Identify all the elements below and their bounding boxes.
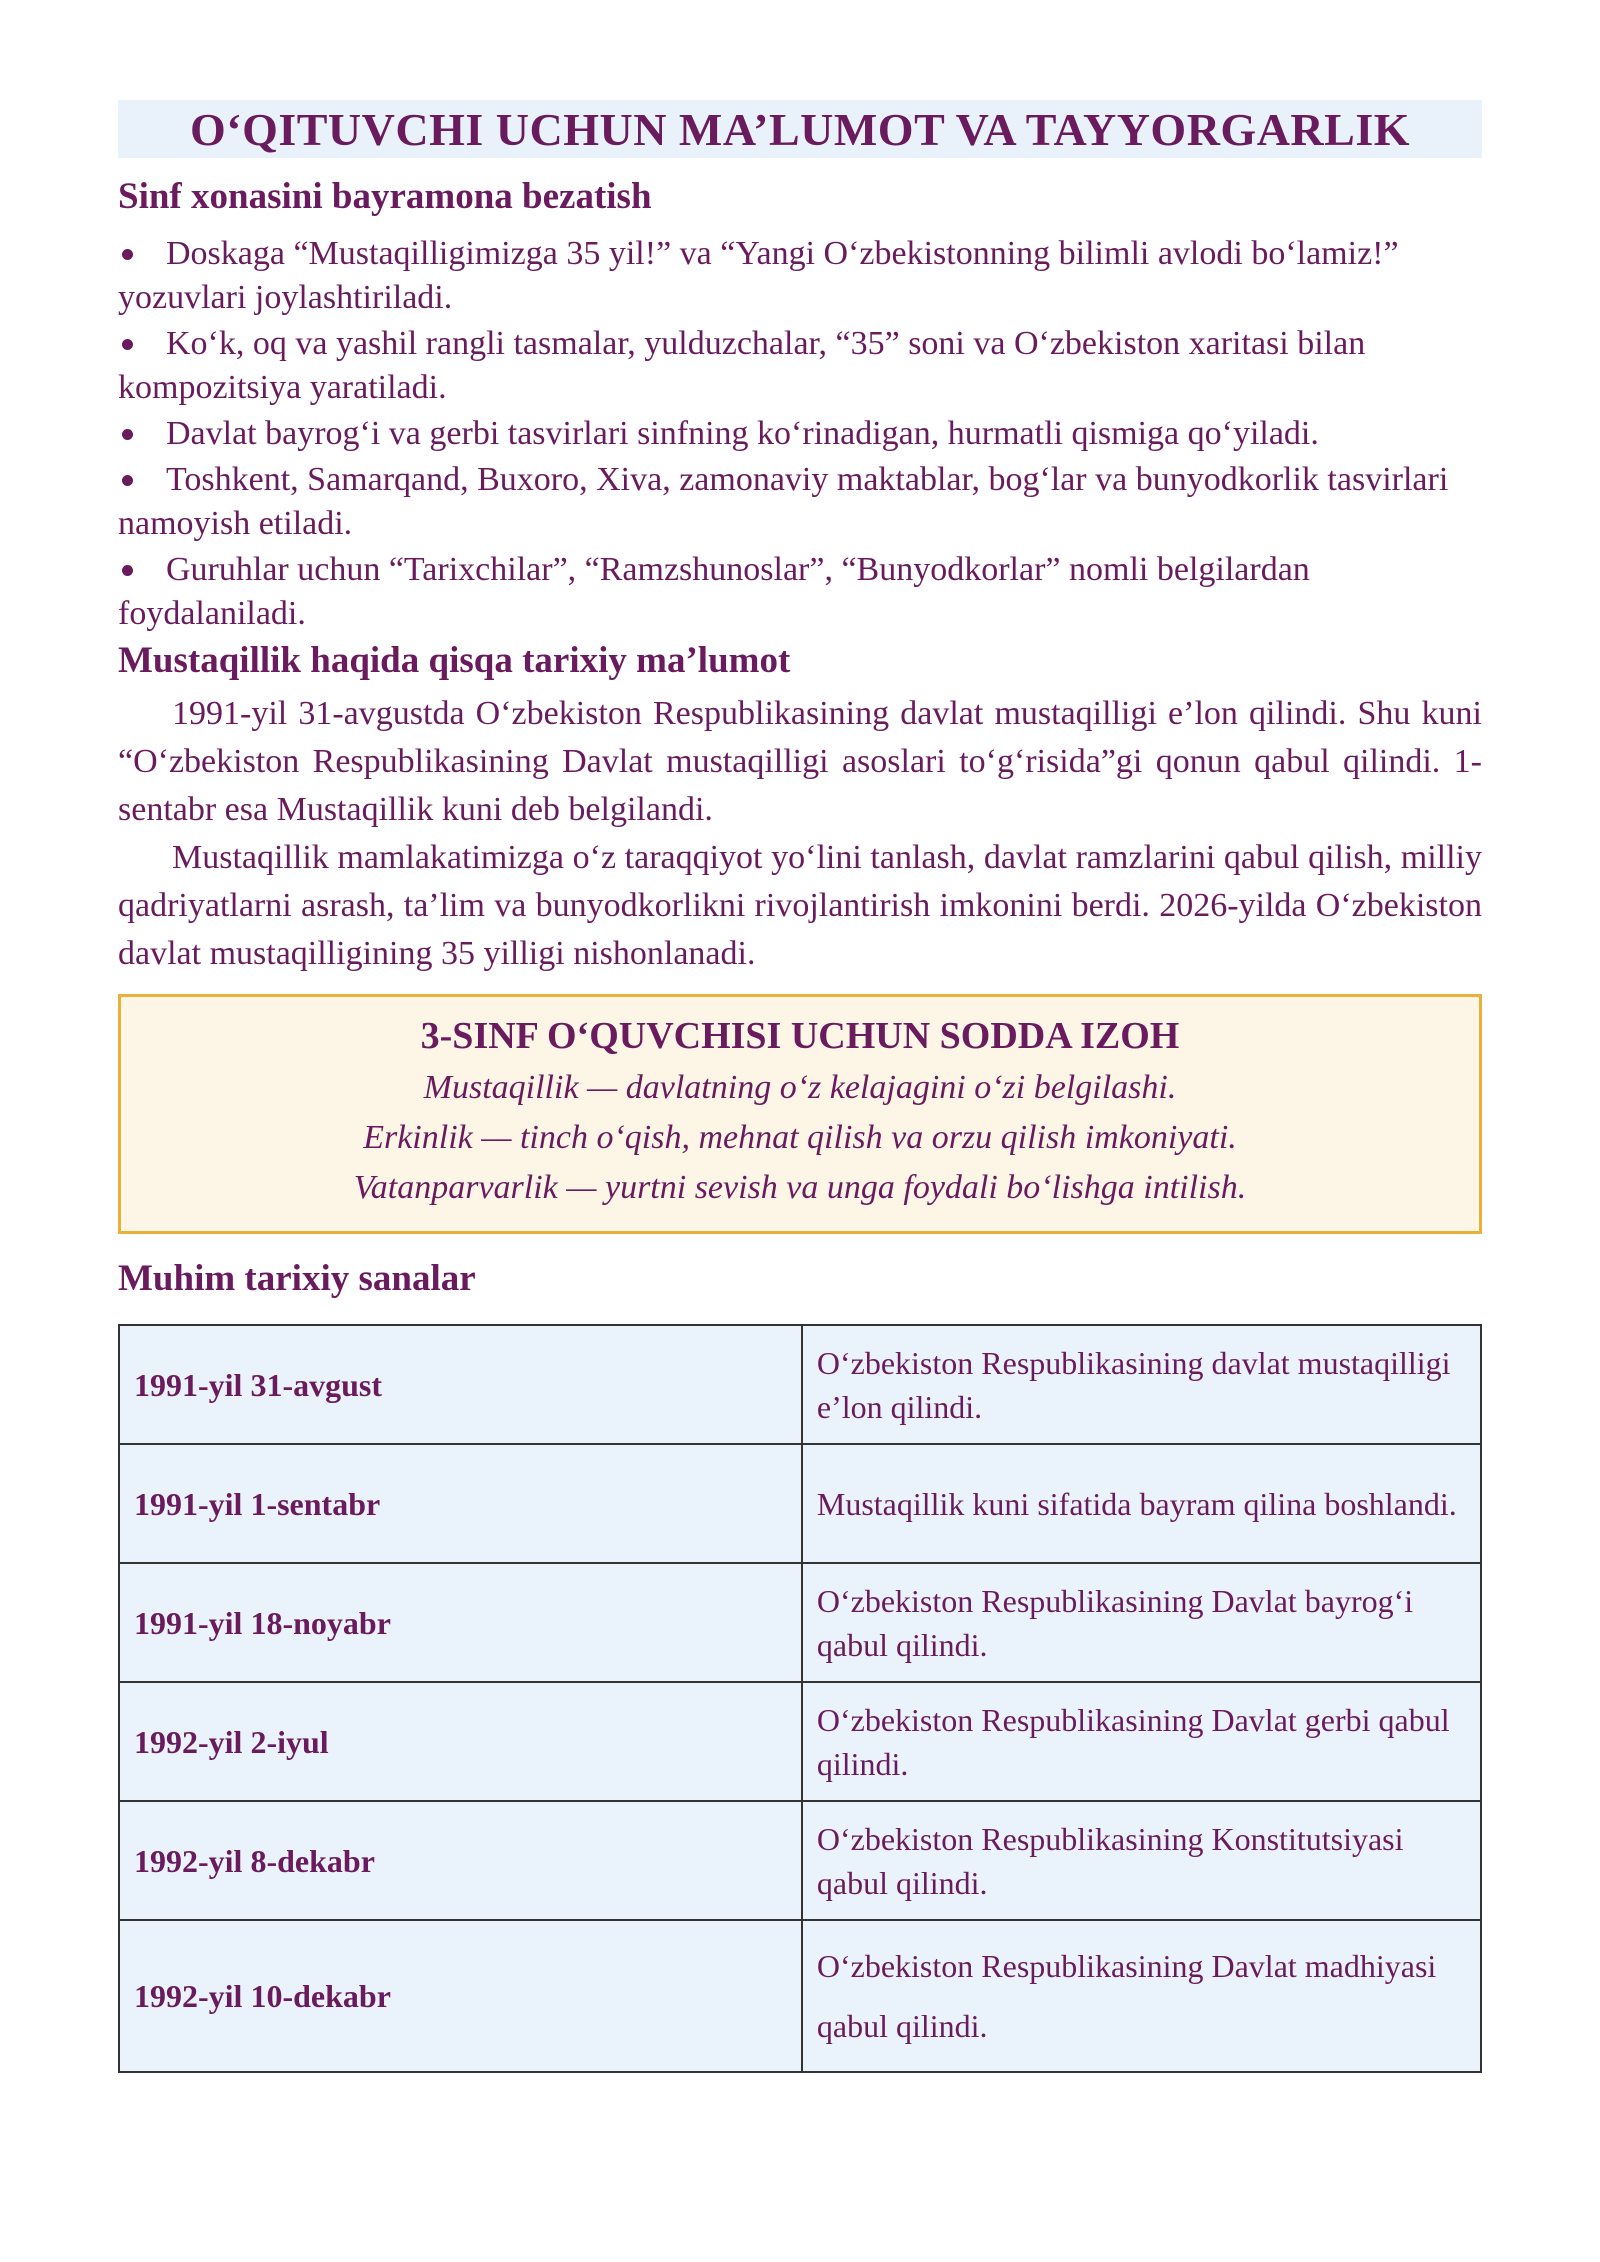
event-cell: O‘zbekiston Respublikasining Konstitutsiyasi qabul qilindi. [802,1801,1481,1920]
date-cell: 1991-yil 1-sentabr [119,1444,802,1563]
event-cell: O‘zbekiston Respublikasining Davlat bayrog‘i qabul qilindi. [802,1563,1481,1682]
table-row [119,1325,1481,1444]
list-item: Toshkent, Samarqand, Buxoro, Xiva, zamonaviy maktablar, bog‘lar va bunyodkorlik tasvirlari namoyish etiladi. [118,461,1449,542]
date-cell: 1992-yil 2-iyul [119,1682,802,1801]
event-cell: O‘zbekiston Respublikasining Davlat madhiyasi qabul qilindi. [802,1920,1481,2072]
bullet-icon [122,475,133,486]
table-row [119,1563,1481,1682]
section-heading-decoration: Sinf xonasini bayramona bezatish [118,176,652,217]
event-cell: O‘zbekiston Respublikasining davlat mustaqilligi e’lon qilindi. [802,1325,1481,1444]
list-item: Davlat bayrog‘i va gerbi tasvirlari sinfning ko‘rinadigan, hurmatli qismiga qo‘yiladi. [118,412,1482,456]
bullet-icon [122,565,133,576]
date-cell: 1991-yil 31-avgust [119,1325,802,1444]
bullet-icon [122,339,133,350]
history-paragraph-1: 1991-yil 31-avgustda O‘zbekiston Respublikasining davlat mustaqilligi e’lon qilindi. Shu kuni “O‘zbekiston Respublikasining Davlat mustaqilligi asoslari to‘g‘risida”gi qonun qabul qilindi. 1-sentabr esa Mustaqillik kuni deb belgilandi. [118,695,1482,828]
bullet-icon [122,249,133,260]
event-cell: O‘zbekiston Respublikasining Davlat gerbi qabul qilindi. [802,1682,1481,1801]
section-heading-history: Mustaqillik haqida qisqa tarixiy ma’lumot [118,640,791,681]
event-cell: Mustaqillik kuni sifatida bayram qilina boshlandi. [802,1444,1481,1563]
list-item: Doskaga “Mustaqilligimizga 35 yil!” va “Yangi O‘zbekistonning bilimli avlodi bo‘lamiz!” yozuvlari joylashtiriladi. [118,235,1399,316]
decoration-list [118,232,1482,636]
list-item: Guruhlar uchun “Tarixchilar”, “Ramzshunoslar”, “Bunyodkorlar” nomli belgilardan foydalaniladi. [118,551,1310,632]
list-item: Ko‘k, oq va yashil rangli tasmalar, yulduzchalar, “35” soni va O‘zbekiston xaritasi bilan kompozitsiya yaratiladi. [118,325,1366,406]
table-row [119,1444,1481,1563]
table-row [119,1801,1481,1920]
bullet-icon [122,429,133,440]
table-row [119,1682,1481,1801]
page-content [118,100,1482,2073]
date-cell: 1991-yil 18-noyabr [119,1563,802,1682]
explanation-box [118,994,1482,1234]
explanation-box-title: 3-SINF O‘QUVCHISI UCHUN SODDA IZOH [420,1015,1180,1057]
explanation-line: Erkinlik — tinch o‘qish, mehnat qilish va orzu qilish imkoniyati. [363,1119,1237,1156]
date-cell: 1992-yil 10-dekabr [119,1920,802,2072]
explanation-line: Vatanparvarlik — yurtni sevish va unga foydali bo‘lishga intilish. [353,1169,1247,1206]
explanation-line: Mustaqillik — davlatning o‘z kelajagini o‘zi belgilashi. [423,1069,1177,1106]
section-heading-dates: Muhim tarixiy sanalar [118,1258,476,1299]
table-row [119,1920,1481,2072]
date-cell: 1992-yil 8-dekabr [119,1801,802,1920]
page-title: O‘QITUVCHI UCHUN MA’LUMOT VA TAYYORGARLIK [118,100,1482,158]
dates-table [118,1324,1482,2073]
history-paragraph-2: Mustaqillik mamlakatimizga o‘z taraqqiyot yo‘lini tanlash, davlat ramzlarini qabul qilish, milliy qadriyatlarni asrash, ta’lim va bunyodkorlikni rivojlantirish imkonini berdi. 2026-yilda O‘zbekiston davlat mustaqilligining 35 yilligi nishonlanadi. [118,839,1482,972]
